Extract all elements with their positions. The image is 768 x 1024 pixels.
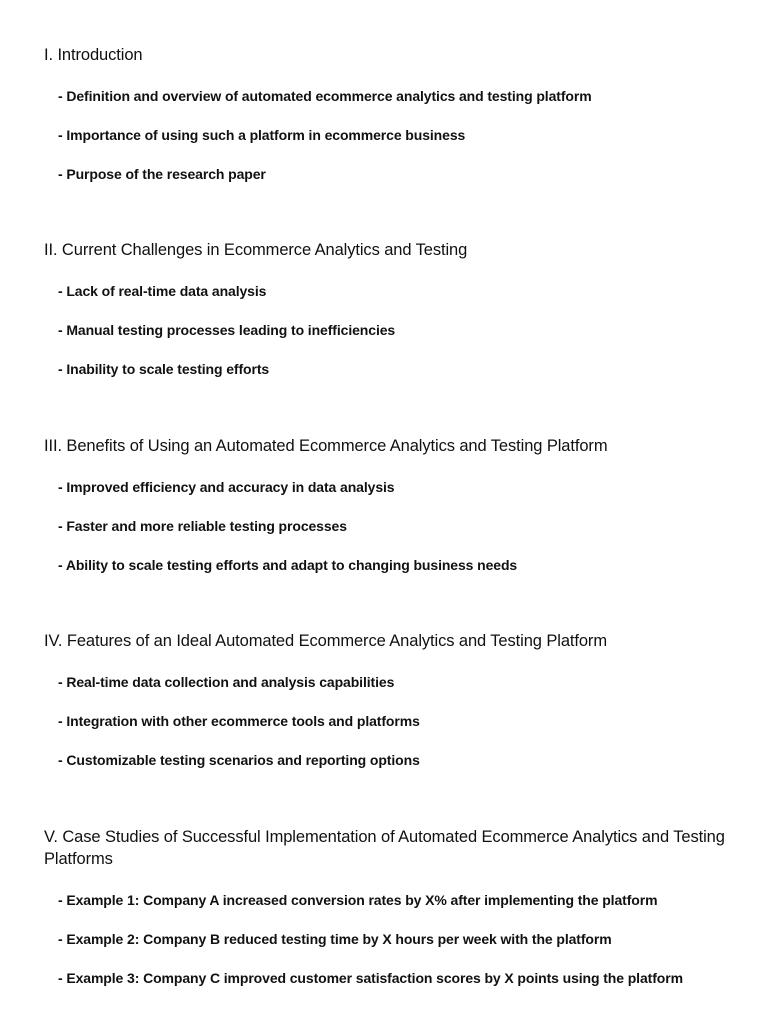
bullet-list <box>44 478 734 574</box>
list-item: - Example 1: Company A increased conversion rates by X% after implementing the platform <box>58 892 658 908</box>
section-benefits <box>44 435 734 574</box>
list-item: - Manual testing processes leading to inefficiencies <box>58 322 396 338</box>
list-item: - Real-time data collection and analysis capabilities <box>58 674 395 690</box>
list-item: - Lack of real-time data analysis <box>58 283 267 299</box>
list-item: - Integration with other ecommerce tools and platforms <box>58 713 420 729</box>
list-item: - Customizable testing scenarios and reporting options <box>58 752 420 768</box>
list-item: - Improved efficiency and accuracy in data analysis <box>58 479 395 495</box>
section-heading: V. Case Studies of Successful Implementation of Automated Ecommerce Analytics and Testing Platforms <box>44 828 725 868</box>
section-heading: II. Current Challenges in Ecommerce Analytics and Testing <box>44 241 468 259</box>
list-item: - Purpose of the research paper <box>58 166 266 182</box>
bullet-list <box>44 282 734 378</box>
bullet-list <box>44 891 734 987</box>
bullet-list <box>44 87 734 183</box>
section-current-challenges <box>44 239 734 378</box>
list-item: - Ability to scale testing efforts and adapt to changing business needs <box>58 557 518 573</box>
section-introduction <box>44 44 734 183</box>
list-item: - Example 3: Company C improved customer satisfaction scores by X points using the platform <box>58 970 683 986</box>
section-case-studies <box>44 826 734 987</box>
list-item: - Inability to scale testing efforts <box>58 361 270 377</box>
list-item: - Example 2: Company B reduced testing time by X hours per week with the platform <box>58 931 612 947</box>
bullet-list <box>44 673 734 769</box>
section-features <box>44 630 734 769</box>
section-heading: IV. Features of an Ideal Automated Ecommerce Analytics and Testing Platform <box>44 632 607 650</box>
section-heading: I. Introduction <box>44 46 143 64</box>
list-item: - Faster and more reliable testing processes <box>58 518 347 534</box>
section-heading: III. Benefits of Using an Automated Ecommerce Analytics and Testing Platform <box>44 437 608 455</box>
list-item: - Importance of using such a platform in ecommerce business <box>58 127 466 143</box>
list-item: - Definition and overview of automated ecommerce analytics and testing platform <box>58 88 592 104</box>
